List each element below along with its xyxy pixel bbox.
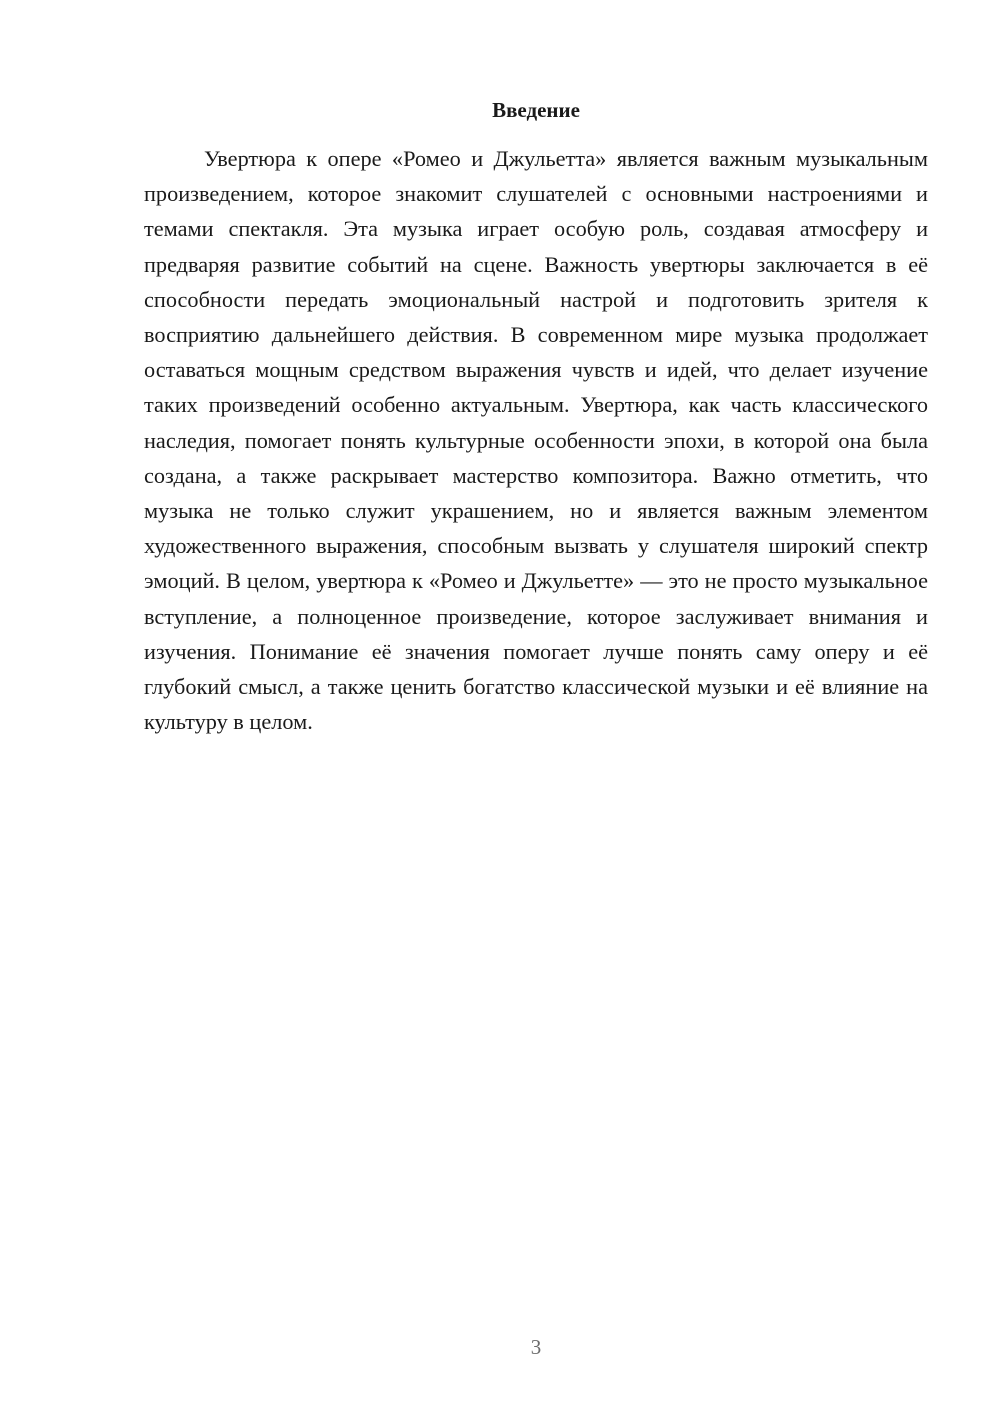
page-number: 3 [530,1335,542,1359]
section-heading: Введение [492,98,580,122]
body-paragraph: Увертюра к опере «Ромео и Джульетта» является важным музыкальным произведением, которое знакомит слушателей с основными настроениями и темами спектакля. Эта музыка играет особую роль, создавая атмосферу и предваряя развитие событий на сцене. Важность увертюры заключается в её способности передать эмоциональный настрой и подготовить зрителя к восприятию дальнейшего действия. В современном мире музыка продолжает оставаться мощным средством выражения чувств и идей, что делает изучение таких произведений особенно актуальным. Увертюра, как часть классического наследия, помогает понять культурные особенности эпохи, в которой она была создана, а также раскрывает мастерство композитора. Важно отметить, что музыка не только служит украшением, но и является важным элементом художественного выражения, способным вызвать у слушателя широкий спектр эмоций. В целом, увертюра к «Ромео и Джульетте» — это не просто музыкальное вступление, а полноценное произведение, которое заслуживает внимания и изучения. Понимание её значения помогает лучше понять саму оперу и её глубокий смысл, а также ценить богатство классической музыки и её влияние на культуру в целом. [144,146,928,735]
